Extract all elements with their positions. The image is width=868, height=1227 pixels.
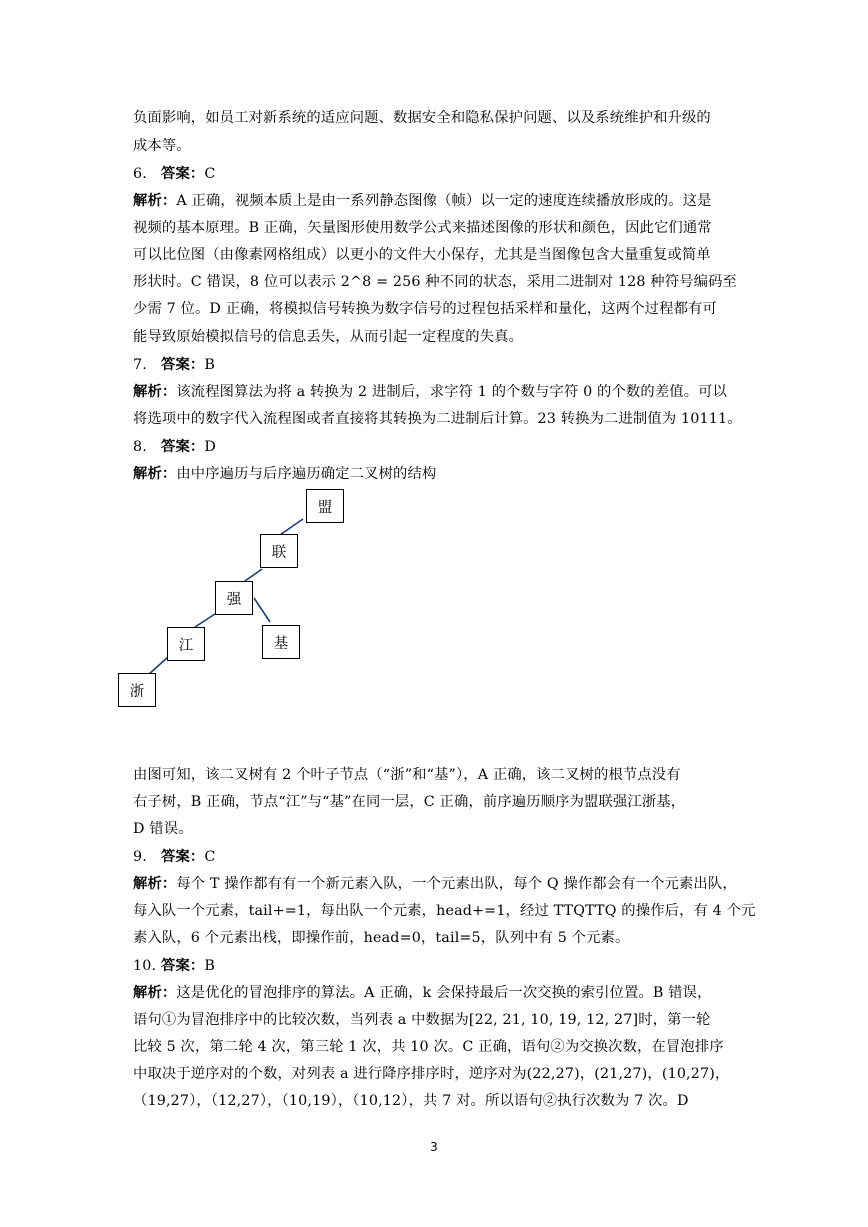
- question-number: 6.: [133, 166, 147, 182]
- answer-label: 答案：: [161, 958, 205, 974]
- text-line: 少需 7 位。D 正确，将模拟信号转换为数字信号的过程包括采样和量化，这两个过程都有可: [133, 301, 717, 317]
- text-line: 将选项中的数字代入流程图或者直接将其转换为二进制后计算。23 转换为二进制值为 10111。: [133, 411, 742, 427]
- text-line: 比较 5 次，第二轮 4 次，第三轮 1 次，共 10 次。C 正确，语句②为交换次数，在冒泡排序: [133, 1039, 724, 1055]
- explanation-label: 解析：: [133, 466, 177, 482]
- text-line: 由图可知，该二叉树有 2 个叶子节点（“浙”和“基”），A 正确，该二叉树的根节点没有: [133, 767, 681, 783]
- question-number: 10.: [133, 958, 157, 974]
- answer-value: B: [204, 357, 215, 373]
- tree-node-lian: 联: [260, 534, 298, 568]
- question-number: 9.: [133, 849, 147, 865]
- text-line: 每入队一个元素，tail+=1，每出队一个元素，head+=1，经过 TTQTTQ 的操作后，有 4 个元: [133, 903, 756, 919]
- answer-6: [133, 164, 753, 184]
- text-line: 中取决于逆序对的个数，对列表 a 进行降序排序时，逆序对为(22,27)，(21,27)，(10,27)，: [133, 1066, 730, 1082]
- answer-value: C: [204, 166, 216, 182]
- question-number: 7.: [133, 357, 147, 373]
- answer-label: 答案：: [161, 357, 205, 373]
- text-line: 语句①为冒泡排序中的比较次数，当列表 a 中数据为[22, 21, 10, 19, 12, 27]时，第一轮: [133, 1012, 711, 1028]
- answer-value: C: [204, 849, 216, 865]
- tree-node-zhe: 浙: [118, 673, 156, 707]
- text-line: 能导致原始模拟信号的信息丢失，从而引起一定程度的失真。: [133, 329, 524, 345]
- page-number: 3: [430, 1140, 438, 1154]
- question-number: 8.: [133, 439, 147, 455]
- answer-label: 答案：: [161, 849, 205, 865]
- text-line: 解析：A 正确，视频本质上是由一系列静态图像（帧）以一定的速度连续播放形成的。这是: [133, 193, 712, 209]
- binary-tree-diagram: [110, 485, 370, 725]
- text-line: 可以比位图（由像素网格组成）以更小的文件大小保存，尤其是当图像包含大量重复或简单: [133, 247, 711, 263]
- explanation-label: 解析：: [133, 985, 177, 1001]
- tree-node-qiang: 强: [215, 581, 253, 615]
- answer-label: 答案：: [161, 439, 205, 455]
- text-line: （19,27），（12,27），（10,19），（10,12），共 7 对。所以语句②执行次数为 7 次。D: [133, 1093, 689, 1109]
- answer-8: [133, 437, 753, 457]
- text-line: 素入队，6 个元素出栈，即操作前，head=0，tail=5，队列中有 5 个元素。: [133, 930, 630, 946]
- edge-qiang-ji: [254, 598, 270, 622]
- text-line: 右子树，B 正确，节点“江”与“基”在同一层，C 正确，前序遍历顺序为盟联强江浙基，: [133, 794, 686, 810]
- text-line: 视频的基本原理。B 正确，矢量图形使用数学公式来描述图像的形状和颜色，因此它们通常: [133, 220, 712, 236]
- tree-node-meng: 盟: [306, 489, 344, 523]
- tree-node-ji: 基: [262, 625, 300, 659]
- text-line: 形状时。C 错误，8 位可以表示 2^8 = 256 种不同的状态，采用二进制对 128 种符号编码至: [133, 274, 737, 290]
- text-line: 解析：该流程图算法为将 a 转换为 2 进制后，求字符 1 的个数与字符 0 的个数的差值。可以: [133, 384, 728, 400]
- text-line: 成本等。: [133, 138, 191, 154]
- answer-value: D: [204, 439, 216, 455]
- text-line: 解析：由中序遍历与后序遍历确定二叉树的结构: [133, 466, 437, 482]
- answer-9: [133, 847, 753, 867]
- text-line: 解析：这是优化的冒泡排序的算法。A 正确，k 会保持最后一次交换的索引位置。B 错误，: [133, 985, 712, 1001]
- text-line: 解析：每个 T 操作都有有一个新元素入队，一个元素出队，每个 Q 操作都会有一个元素出队，: [133, 876, 737, 892]
- answer-value: B: [204, 958, 215, 974]
- answer-10: [133, 956, 753, 976]
- text-line: D 错误。: [133, 821, 193, 837]
- text-line: 负面影响，如员工对新系统的适应问题、数据安全和隐私保护问题、以及系统维护和升级的: [133, 110, 711, 126]
- explanation-label: 解析：: [133, 384, 177, 400]
- answer-7: [133, 355, 753, 375]
- tree-node-jiang: 江: [167, 627, 205, 661]
- explanation-label: 解析：: [133, 876, 177, 892]
- explanation-label: 解析：: [133, 193, 177, 209]
- answer-label: 答案：: [161, 166, 205, 182]
